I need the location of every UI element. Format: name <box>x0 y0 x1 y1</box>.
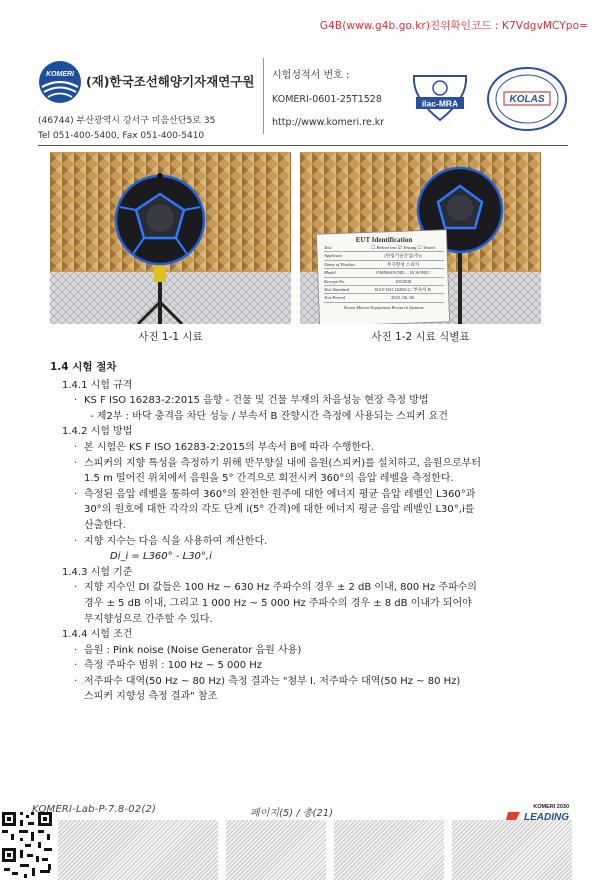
list-item: · 저주파수 대역(50 Hz ~ 80 Hz) 측정 결과는 "첨부 I. 저주파수 대역(50 Hz ~ 80 Hz) <box>74 674 570 690</box>
lead-text: LEADING <box>524 812 569 823</box>
subsection-title: 1.4.1 시험 규격 <box>62 379 133 391</box>
list-item: · 지향 지수인 DI 값들은 100 Hz ~ 630 Hz 주파수의 경우 ± 2 dB 이내, 800 Hz 주파수의 <box>74 580 570 596</box>
list-item-continuation: 산출한다. <box>84 519 126 531</box>
kolas-text: KOLAS <box>509 94 545 105</box>
website: http://www.komeri.re.kr <box>272 117 385 128</box>
photo-caption-2: 사진 1-2 시료 식별표 <box>371 331 470 343</box>
eut-label-key: Test Standard <box>324 287 350 293</box>
eut-label-row <box>324 244 444 252</box>
eut-label-title: EUT Identification <box>355 236 413 244</box>
eut-label-rows <box>324 244 444 303</box>
footer-pattern <box>226 820 326 880</box>
kolas-logo <box>486 66 568 132</box>
eut-label-footer: Korea Marine Equipment Research Institute <box>344 304 424 310</box>
photo-sample-label <box>300 152 541 324</box>
form-code: KOMERI-Lab-P-7.8-02(2) <box>32 804 157 815</box>
list-item: · 스피커의 지향 특성을 측정하기 위해 반무향실 내에 음원(스피커)를 설치하고, 음원으로부터 <box>74 456 570 472</box>
eut-label-key: Model <box>324 270 336 276</box>
formula: Di_i = L360° - L30°,i <box>110 551 212 563</box>
eut-label-key: Applicant <box>324 253 342 259</box>
list-item: · 본 시험은 KS F ISO 16283-2:2015의 부속서 B에 따라 수행한다. <box>74 440 570 456</box>
eut-label-value: 2025. 06. 06. <box>390 295 416 301</box>
address: (46744) 부산광역시 강서구 미음산단5로 35 <box>38 116 216 126</box>
eut-label-row <box>324 286 444 294</box>
header-rule <box>38 145 568 146</box>
eut-label-value: ☐ Before test ☑ Testing ☐ Tested <box>371 245 435 250</box>
list-item: · 지향 지수는 다음 식을 사용하여 계산한다. <box>74 534 570 550</box>
ilac-text: ilac-MRA <box>421 98 459 109</box>
eut-label-row <box>324 278 444 286</box>
list-item-continuation: 무지향성으로 간주할 수 있다. <box>84 613 213 625</box>
list-item: · 측정된 음압 레벨을 통하여 360°의 완전한 원주에 대한 에너지 평균 음압 레벨인 L360°과 <box>74 487 570 503</box>
list-item: · 측정 주파수 범위 : 100 Hz ~ 5 000 Hz <box>74 658 570 674</box>
cert-number: KOMERI-0601-25T1528 <box>272 94 382 105</box>
eut-label-value: 1051838 <box>394 278 412 284</box>
eut-label-row <box>324 261 444 269</box>
photo-caption-1: 사진 1-1 시료 <box>138 331 203 343</box>
subsection-title: 1.4.3 시험 기준 <box>62 566 133 578</box>
cert-label: 시험성적서 번호 : <box>272 70 350 81</box>
leading-logo <box>506 800 570 824</box>
eut-label-value: OMNISOUND ... ECSONIC <box>376 270 430 276</box>
logo-text: KOMERI <box>46 71 74 78</box>
eut-label-key: Receipt No. <box>324 278 346 284</box>
eut-label-key: Test Period <box>324 295 345 301</box>
subsection-title: 1.4.4 시험 조건 <box>62 629 133 641</box>
qr-code <box>0 808 56 880</box>
eut-label-value: (한림기술산업(주)) <box>384 253 422 259</box>
divider <box>263 58 264 134</box>
eut-label-row <box>324 269 444 277</box>
eut-label-key: Name of Product <box>324 261 356 267</box>
list-item-continuation: - 제2부 : 바닥 충격음 차단 성능 / 부속서 B 잔향시간 측정에 사용되는 스피커 요건 <box>90 410 448 422</box>
footer-pattern <box>334 820 444 880</box>
page-number: 페이지(5) / 총(21) <box>250 808 334 819</box>
footer-pattern <box>58 820 218 880</box>
ilac-mra-logo <box>406 70 474 126</box>
contact: Tel 051-400-5400, Fax 051-400-5410 <box>38 131 205 141</box>
eut-label <box>324 236 444 310</box>
photo-sample <box>50 152 291 324</box>
eut-label-row <box>324 294 444 302</box>
list-item-continuation: 스피커 지향성 측정 결과" 참조 <box>84 691 218 703</box>
list-item-continuation: 30°의 원호에 대한 각각의 각도 단계 i(5° 간격)에 대한 에너지 평균 음압 레벨인 L30°,i를 <box>84 504 475 516</box>
list-item: · KS F ISO 16283-2:2015 음향 - 건물 및 건물 부재의 차음성능 현장 측정 방법 <box>74 393 570 409</box>
report-header <box>38 52 568 142</box>
organization-name: (재)한국조선해양기자재연구원 <box>86 74 255 89</box>
verification-code: G4B(www.g4b.go.kr)진위확인코드 : K7VdgvMCYpo= <box>319 20 588 32</box>
list-item-continuation: 경우 ± 5 dB 이내, 그리고 1 000 Hz ~ 5 000 Hz 주파수의 경우 ± 8 dB 이내가 되어야 <box>84 597 472 609</box>
lead-top-text: KOMERI 2030 <box>533 804 569 810</box>
eut-label-value: KS F ISO 16283-2 / 부속서 B <box>375 287 431 293</box>
section-title: 1.4 시험 절차 <box>50 361 117 373</box>
list-item: · 음원 : Pink noise (Noise Generator 음원 사용) <box>74 643 570 659</box>
komeri-logo <box>38 60 82 104</box>
eut-label-key: Test <box>324 245 332 250</box>
procedure-section <box>50 360 570 705</box>
list-item-continuation: 1.5 m 떨어진 위치에서 음원을 5° 간격으로 회전시켜 360°의 음압 레벨을 측정한다. <box>84 473 454 485</box>
eut-label-row <box>324 252 444 260</box>
eut-label-value: 무지향성 스피커 <box>386 261 420 267</box>
subsection-title: 1.4.2 시험 방법 <box>62 426 133 438</box>
footer-pattern <box>452 820 572 880</box>
